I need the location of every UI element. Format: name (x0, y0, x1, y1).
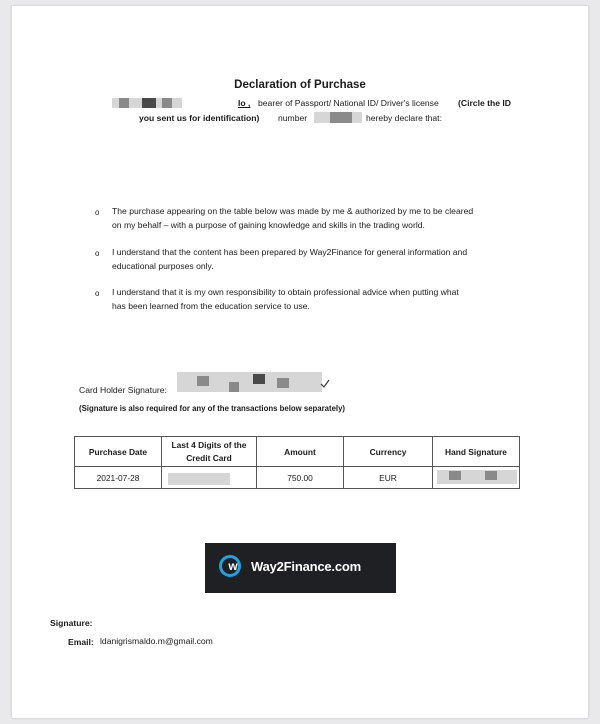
card-holder-label: Card Holder Signature: (79, 385, 167, 395)
signature-note: (Signature is also required for any of the transactions below separately) (79, 404, 346, 413)
intro-io: Io , (238, 98, 251, 108)
footer-signature-label: Signature: (50, 618, 93, 628)
purchase-table (74, 436, 520, 489)
checkmark-icon (320, 379, 330, 389)
bullet-item-2-line-2: educational purposes only. (112, 261, 214, 271)
logo-text: Way2Finance.com (251, 559, 361, 574)
header-purchase-date: Purchase Date (75, 437, 162, 467)
hand-signature-redaction-block (485, 471, 497, 480)
bullet-item-2 (112, 245, 467, 273)
footer-email-value: ldanigrismaldo.m@gmail.com (100, 636, 213, 646)
bullet-marker: o (95, 289, 100, 298)
bullet-item-1 (112, 204, 473, 232)
hand-signature-redaction-block (449, 471, 461, 480)
bullet-item-3-line-1: I understand that it is my own responsibility to obtain professional advice when putting what (112, 287, 459, 297)
w-circle-icon: w (219, 555, 241, 577)
id-number-redaction-block (330, 112, 352, 123)
name-redaction-block (162, 98, 172, 108)
table-row (75, 467, 520, 489)
bullet-marker: o (95, 208, 100, 217)
way2finance-logo (205, 543, 396, 593)
header-currency: Currency (344, 437, 433, 467)
intro-circle-instruction: (Circle the ID (458, 98, 512, 108)
cell-currency: EUR (344, 467, 433, 489)
signature-redaction-block (277, 378, 289, 388)
card-holder-signature (177, 370, 327, 394)
document-title: Declaration of Purchase (234, 79, 366, 91)
signature-redaction-block (229, 382, 239, 392)
cell-hand-signature (433, 467, 520, 489)
signature-redaction-block (253, 374, 265, 384)
document-page (12, 6, 588, 718)
intro-circle-instruction-cont: you sent us for identification) (139, 113, 260, 123)
header-hand-signature: Hand Signature (433, 437, 520, 467)
intro-number-label: number (278, 113, 308, 123)
bullet-marker: o (95, 249, 100, 258)
bullet-item-3 (112, 285, 459, 313)
cell-amount: 750.00 (257, 467, 344, 489)
name-redaction-block (119, 98, 129, 108)
intro-declare-text: hereby declare that: (366, 113, 442, 123)
card-digits-redaction (168, 473, 230, 485)
footer-email-label: Email: (68, 637, 94, 647)
bullet-item-1-line-1: The purchase appearing on the table below was made by me & authorized by me to be cleared (112, 206, 474, 216)
table-header-row (75, 437, 520, 467)
bullet-item-3-line-2: has been learned from the education service to use. (112, 301, 310, 311)
cell-purchase-date: 2021-07-28 (75, 467, 162, 489)
bullet-item-2-line-1: I understand that the content has been prepared by Way2Finance for general information and (112, 247, 468, 257)
bullet-item-1-line-2: on my behalf – with a purpose of gaining knowledge and skills in the trading world. (112, 220, 425, 230)
intro-bearer-text: bearer of Passport/ National ID/ Driver's license (258, 98, 439, 108)
header-last-4-digits: Last 4 Digits of the Credit Card (162, 437, 257, 467)
cell-card-digits (162, 467, 257, 489)
header-amount: Amount (257, 437, 344, 467)
name-redaction-block (142, 98, 156, 108)
signature-redaction-block (197, 376, 209, 386)
